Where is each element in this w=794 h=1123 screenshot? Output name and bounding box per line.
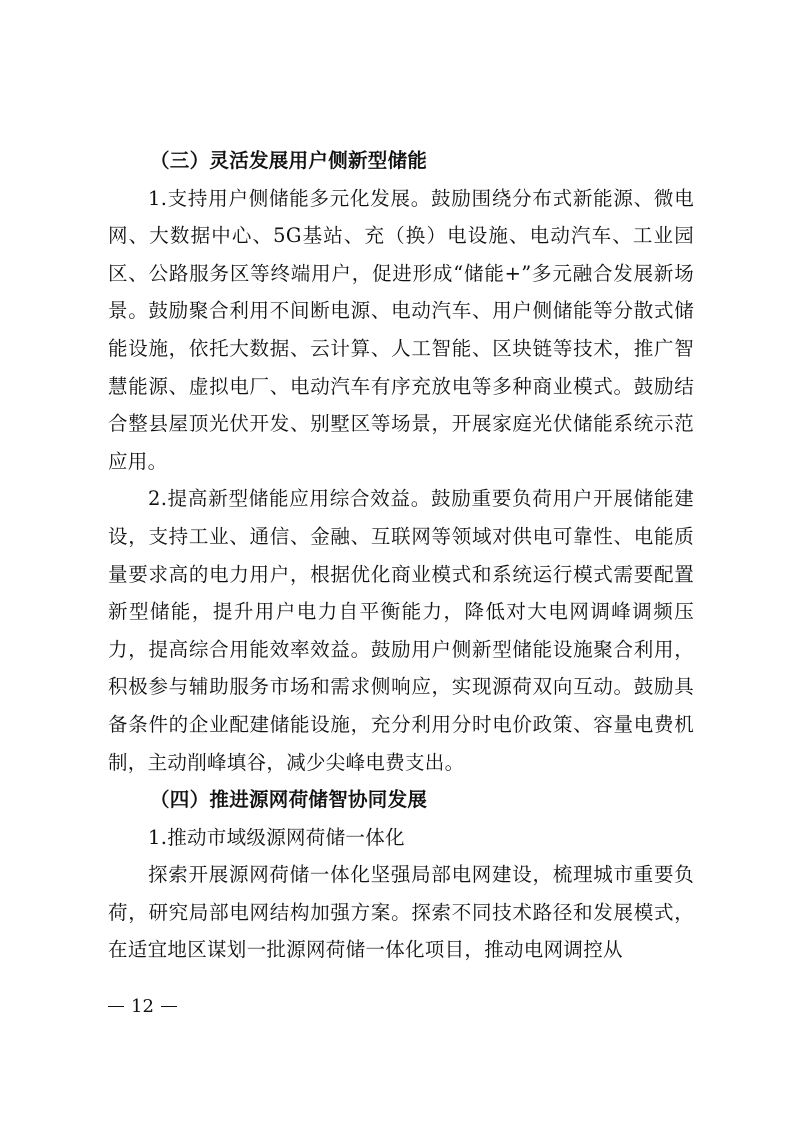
page-number: 12 (131, 995, 154, 1017)
section-heading-4: （四）推进源网荷储智协同发展 (150, 788, 428, 812)
footer-dash-left (108, 1006, 124, 1007)
paragraph-3-1: 1.支持用户侧储能多元化发展。鼓励围绕分布式新能源、微电网、大数据中心、5G基站、充（换）电设施、电动汽车、工业园区、公路服务区等终端用户，促进形成“储能+”多元融合发展新场景。鼓励聚合利用不间断电源、电动汽车、用户侧储能等分散式储能设施，依托大数据、云计算、人工智能、区块链等技术，推广智慧能源、虚拟电厂、电动汽车有序充放电等多种商业模式。鼓励结合整县屋顶光伏开发、别墅区等场景，开展家庭光伏储能系统示范应用。 (108, 186, 694, 473)
subheading-4-1: 1.推动市域级源网荷储一体化 (148, 825, 405, 849)
page-footer (108, 994, 177, 1018)
paragraph-3-2: 2.提高新型储能应用综合效益。鼓励重要负荷用户开展储能建设，支持工业、通信、金融、互联网等领域对供电可靠性、电能质量要求高的电力用户，根据优化商业模式和系统运行模式需要配置新型储能，提升用户电力自平衡能力，降低对大电网调峰调频压力，提高综合用能效率效益。鼓励用户侧新型储能设施聚合利用，积极参与辅助服务市场和需求侧响应，实现源荷双向互动。鼓励具备条件的企业配建储能设施，充分利用分时电价政策、容量电费机制，主动削峰填谷，减少尖峰电费支出。 (108, 487, 694, 774)
section-heading-3: （三）灵活发展用户侧新型储能 (150, 149, 428, 172)
document-body (108, 142, 694, 969)
footer-dash-right (161, 1006, 177, 1007)
paragraph-4-1: 探索开展源网荷储一体化坚强局部电网建设，梳理城市重要负荷，研究局部电网结构加强方案。探索不同技术路径和发展模式，在适宜地区谋划一批源网荷储一体化项目，推动电网调控从 (108, 863, 694, 962)
